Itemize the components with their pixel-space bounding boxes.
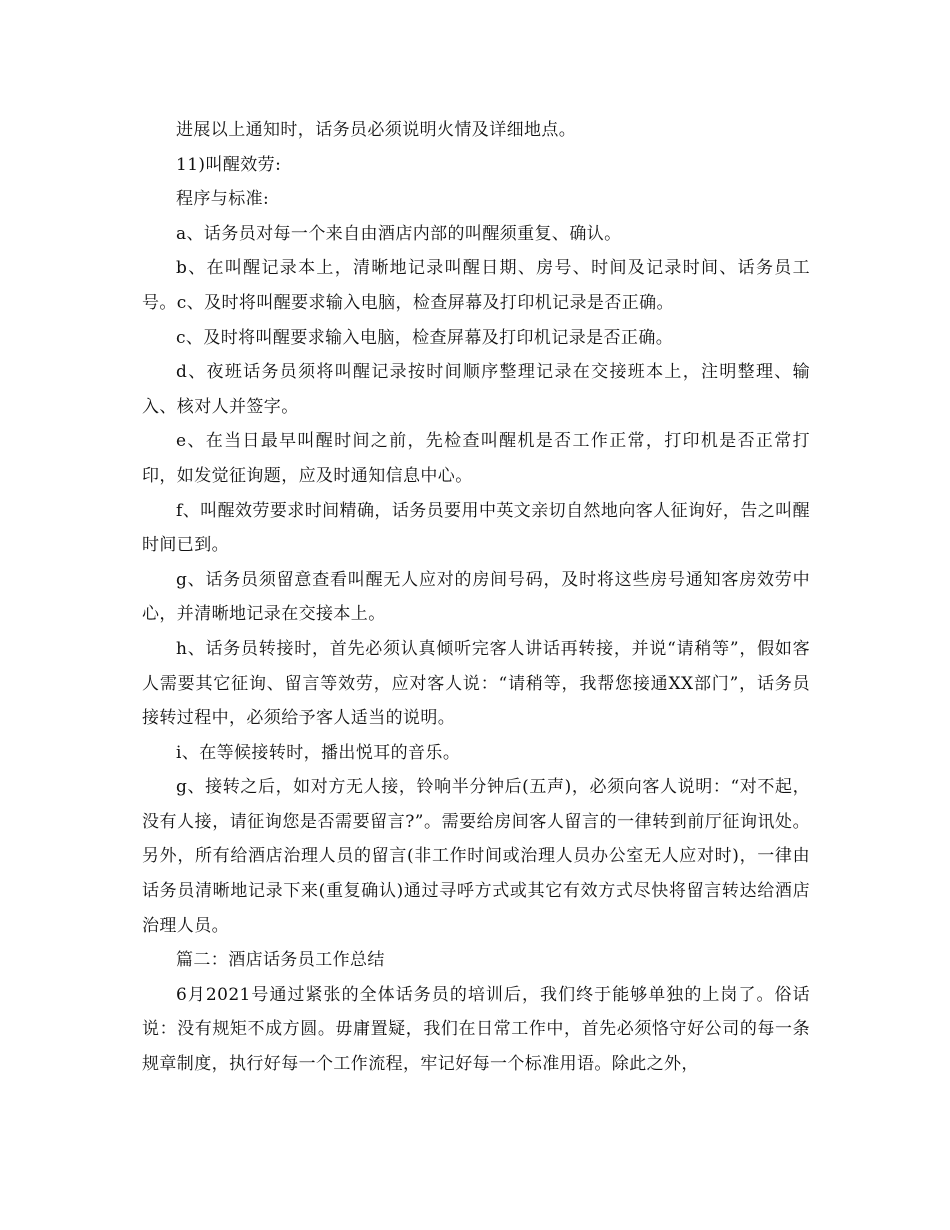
paragraph-fire-notice: 进展以上通知时，话务员必须说明火情及详细地点。 bbox=[176, 120, 577, 140]
paragraph-item-f: f、叫醒效劳要求时间精确，话务员要用中英文亲切自然地向客人征询好，告之叫醒时间已到。 bbox=[142, 500, 810, 556]
paragraph-item-h: h、话务员转接时，首先必须认真倾听完客人讲话再转接，并说“请稍等”，假如客人需要其它征询、留言等效劳，应对客人说：“请稍等，我帮您接通XX部门”，话务员接转过程中，必须给予客人适当的说明。 bbox=[142, 638, 810, 729]
paragraph-item-d: d、夜班话务员须将叫醒记录按时间顺序整理记录在交接班本上，注明整理、输入、核对人并签字。 bbox=[142, 362, 810, 417]
subheading-procedure-standard: 程序与标准: bbox=[176, 189, 270, 210]
paragraph-item-g-room-check: g、话务员须留意查看叫醒无人应对的房间号码，及时将这些房号通知客房效劳中心，并清晰地记录在交接本上。 bbox=[142, 569, 810, 625]
paragraph-item-g-transfer: g、接转之后，如对方无人接，铃响半分钟后(五声)，必须向客人说明：“对不起，没有人接，请征询您是否需要留言?”。需要给房间客人留言的一律转到前厅征询讯处。另外，所有给酒店治理人员的留言(非工作时间或治理人员办公室无人应对时)，一律由话务员清晰地记录下来(重复确认)通过寻呼方式或其它有效方式尽快将留言转达给酒店治理人员。 bbox=[142, 777, 810, 936]
paragraph-summary-intro: 6月2021号通过紧张的全体话务员的培训后，我们终于能够单独的上岗了。俗话说：没有规矩不成方圆。毋庸置疑，我们在日常工作中，首先必须恪守好公司的每一条规章制度，执行好每一个工作流程，牢记好每一个标准用语。除此之外， bbox=[142, 984, 810, 1075]
paragraph-item-i: i、在等候接转时，播出悦耳的音乐。 bbox=[176, 742, 461, 763]
paragraph-item-a: a、话务员对每一个来自由酒店内部的叫醒须重复、确认。 bbox=[176, 223, 622, 244]
section-heading-part-two: 篇二：酒店话务员工作总结 bbox=[176, 950, 385, 971]
section-heading-wakeup-service: 11)叫醒效劳: bbox=[176, 154, 282, 175]
paragraph-item-e: e、在当日最早叫醒时间之前，先检查叫醒机是否工作正常，打印机是否正常打印，如发觉征询题，应及时通知信息中心。 bbox=[142, 431, 810, 486]
paragraph-item-b: b、在叫醒记录本上，清晰地记录叫醒日期、房号、时间及记录时间、话务员工号。c、及时将叫醒要求输入电脑，检查屏幕及打印机记录是否正确。 bbox=[142, 258, 810, 313]
paragraph-item-c: c、及时将叫醒要求输入电脑，检查屏幕及打印机记录是否正确。 bbox=[176, 327, 674, 348]
document-body bbox=[142, 113, 810, 1082]
